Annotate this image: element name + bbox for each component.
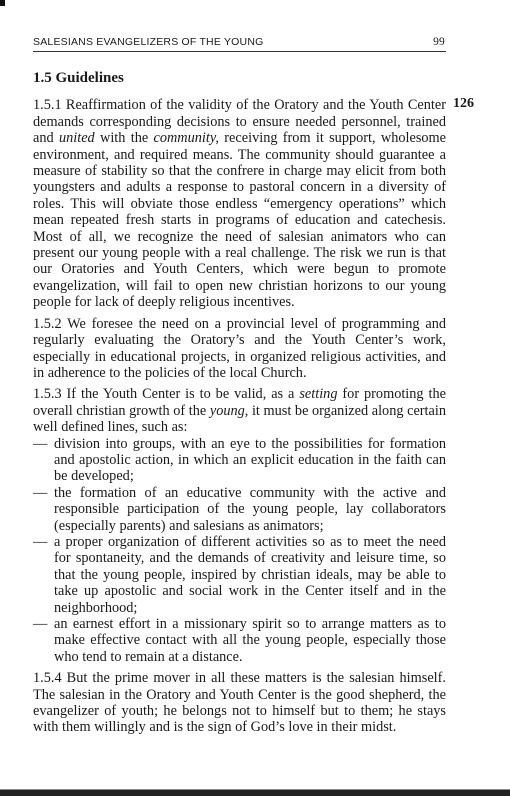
guideline-list bbox=[33, 436, 446, 666]
running-title: SALESIANS EVANGELIZERS OF THE YOUNG bbox=[33, 36, 264, 48]
p151-italic-community: community, bbox=[153, 130, 219, 147]
paragraph-1-5-4: 1.5.4 But the prime mover in all these matters is the salesian himself. The salesian in the Oratory and Youth Center is the good shepherd, the evangelizer of youth; he belongs not to himself but to them; he stays with them willingly and is the sign of God’s love in their midst. bbox=[33, 670, 446, 736]
p153-text-c: for promoting the overall christian growth of the bbox=[33, 386, 446, 419]
dash-marker: — bbox=[33, 533, 48, 550]
list-item-text: a proper organization of different activities so as to meet the need for spontaneity, and the demands of creativity and leisure time, so that the young people, inspired by christian ideals, may be able to take up apostolic and social work in the Center itself and in the neighborhood; bbox=[54, 533, 446, 616]
list-item-text: an earnest effort in a missionary spirit so to arrange matters as to make effective contact with all the young people, especially those who tend to remain at a distance. bbox=[54, 616, 446, 665]
page-corner-mark bbox=[0, 0, 5, 6]
margin-number: 126 bbox=[453, 96, 474, 111]
p153-text-a: 1.5.3 If the Youth Center is to be valid, as a bbox=[33, 386, 300, 403]
dash-marker: — bbox=[33, 435, 48, 452]
list-item-text: the formation of an educative community with the active and responsible participation of the young people, lay collaborators (especially parents) and salesians as animators; bbox=[54, 484, 446, 534]
p151-text-c: with the bbox=[94, 130, 154, 147]
page-body bbox=[33, 60, 446, 741]
list-item bbox=[33, 616, 446, 665]
list-item bbox=[33, 485, 446, 534]
list-item bbox=[33, 436, 446, 485]
dash-marker: — bbox=[33, 484, 48, 501]
paragraph-1-5-1 bbox=[33, 97, 446, 310]
paragraph-1-5-3 bbox=[33, 386, 446, 435]
running-header bbox=[33, 36, 445, 48]
p153-italic-setting: setting bbox=[299, 386, 338, 403]
section-heading: 1.5 Guidelines bbox=[33, 70, 124, 86]
header-rule bbox=[33, 51, 446, 52]
p151-text-e: receiving from it support, wholesome environment, and required means. The community should guarantee a measure of stability so that the confrere in charge may elicit from both youngsters and adults a response to pastoral concern in a diversity of roles. This will obviate those endless “emergency operations” which mean repeated fresh starts in programs of education and catechesis. Most of all, we recognize the need of salesian animators who can present our young people with a real challenge. The risk we run is that our Oratories and Youth Centers, which were begun to promote evangelization, will fail to open new christian horizons to our young people for lack of deeply religious incentives. bbox=[33, 130, 446, 311]
p153-italic-young: young, bbox=[209, 402, 249, 419]
page-bottom-edge bbox=[0, 790, 510, 796]
list-item-text: division into groups, with an eye to the possibilities for formation and apostolic action, in which an explicit education in the faith can be developed; bbox=[54, 435, 446, 485]
p151-text-a: 1.5.1 Reaffirmation of the validity of the Oratory and the Youth Center demands corresponding decisions to ensure needed personnel, trained and bbox=[33, 97, 446, 147]
dash-marker: — bbox=[33, 616, 48, 632]
page-number: 99 bbox=[433, 36, 445, 48]
paragraph-1-5-2: 1.5.2 We foresee the need on a provincial level of programming and regularly evaluating the Oratory’s and the Youth Center’s work, especially in educational projects, in organized religious activities, and in adherence to the policies of the local Church. bbox=[33, 315, 446, 381]
list-item bbox=[33, 534, 446, 616]
p151-italic-united: united bbox=[58, 130, 95, 147]
p153-text-e: it must be organized along certain well defined lines, such as: bbox=[33, 402, 446, 436]
